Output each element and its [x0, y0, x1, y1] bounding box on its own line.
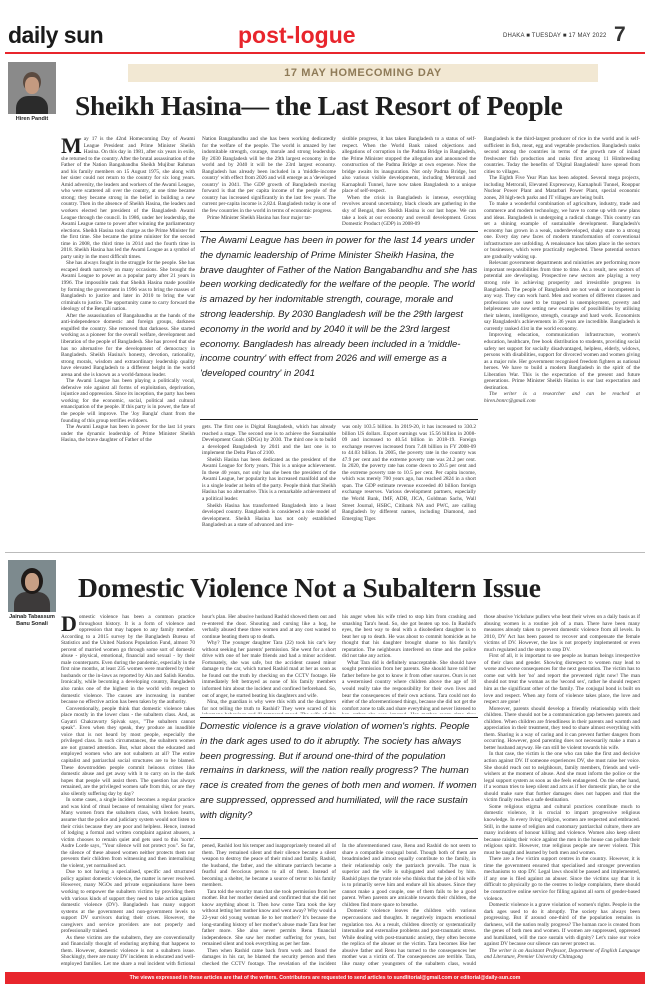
- paragraph: sistible progress, it has taken Bangladesh to a status of self-respect. When the World Bank raised objections and allegations of corruption in the Padma Bridge in Bangladesh, the Prime Minister stopped the allegation and announced the construction of the Padma Bridge at own expense. Now the bridge awaits its inauguration. Not only Padma Bridge, but also various visible developments, including Metrorail and Karnaphuli Tunnel, have now taken Bangladesh to a unique place of self-respect.: [342, 136, 476, 195]
- paragraph: In some cases, a single incident becomes a regular practice and was kind of ritual because of remaining silent for years. Many women from the subaltern class, with broken hearts, assume that the police and judiciary system would not listen to their crisis because they are poor and helpless. Hence, instead of lodging a formal and written complaint against abusers, a victim chooses to remain quiet and gets used to this 'norm'. Audre Lorde says, "Your silence will not protect you". So far, the silence of these abused women neither protects them nor prevents their children from witnessing and then internalising the violent, yet normalised act.: [61, 797, 195, 869]
- paragraph: The Awami League has been playing a politically vocal, defensive role against all forms of exploitation, deprivation, injustice and oppression. Since its inception, the party has been working for the economic, social, political and cultural emancipation of the people. If this party is in power, the fate of the people will improve. The 'Joy Bangla' chant from the founding of this group terrifies evildoers.: [61, 378, 195, 424]
- pullquote-rule: [200, 231, 478, 232]
- paragraph: She has always fought in the struggle for the people. She has escaped death narrowly on many occasions. She brought the Awami League to power as a popular party after 21 years in 1996. The impossible task that Sheikh Hasina made possible by forming the government in 1996 was to bring the masses of Bangladesh to justice and later in 2010 to bring the war criminals to justice. The opportunity came to carry forward the ideology of the Bengali nation.: [61, 260, 195, 313]
- writer-note: The writer is an Assistant Professor, Department of English Language and Literature, Premier University Chittagong: [484, 947, 640, 961]
- dropcap: M: [61, 136, 82, 158]
- paragraph: Relevant government departments and ministries are performing more important responsibilities from time to time. As a result, new sectors of potential are developing. Prospective new sectors are playing a very strong role in achieving prosperity and irresistible progress in Bangladesh. The people of Bangladesh are not weak or incompetent in any way. They can work hard. Men and women of different classes and professions who used to be trapped in unemployment, poverty and helplessness are now setting new examples of possibilities by utilising their talents, intelligence, strength, courage and hard work. Economists say Bangladesh's achievements in 36 years are incredible. Bangladesh is currently ranked 41st in the world economy.: [484, 260, 640, 332]
- pullquote-rule: [200, 838, 478, 839]
- paragraph: ay 17 is the 42nd Homecoming Day of Awami League President and Prime Minister Sheikh Hasina. On this day in 1981, after six years in exile, she returned to the country. After the brutal assassination of the Father of the Nation Bangabandhu Sheikh Mujibur Rahman and his family members on 15 August 1975, she along with her sister could not return to the country for six long years. Amid adversity, the leaders and workers of the Awami League, who were scattered all over the country, at one time became strong; they became strong in the belief in building a new country. Then in the absence of Sheikh Hasina, the leaders and workers elected her president of the Bangladesh Awami League through the council. In 1986, under her leadership, the Awami League came to power after winning the parliamentary elections. Sheikh Hasina took charge as the Prime Minister for the first time. She became the prime minister for the second time in 2008, the third time in 2014 and the fourth time in 2018. Sheikh Hasina has led the Awami League as a symbol of party unity in the most difficult times.: [61, 136, 195, 260]
- paragraph: What Tara did is definitely unacceptable. She should have sought permission from her parents. She should have told her father before he got to know it from other sources. Ours is not a westernised country where children above the age of 18 would really take the responsibility for their own lives and bear the consequences of their own actions. Tara could not do either of the aforementioned things, because she did not get the comfort zone to talk and share everything and never listened to: [342, 659, 476, 712]
- paragraph: The Awami League has been in power for the last 14 years under the dynamic leadership of Prime Minister Sheikh Hasina, the brave daughter of Father of the: [61, 424, 195, 444]
- paragraph: Due to not having a specialised, specific and structured policy against domestic violence, the matter is never resolved. However, many NGOs and private organisations have been working to empower the subaltern victims by providing them with various kinds of support they need to take action against domestic violence (DV). Bangladesh has many support systems at the government and non-government levels to support DV survivors during their crises. However, the caregivers and service providers are not properly and professionally trained.: [61, 869, 195, 935]
- paragraph: Nation Bangabandhu and she has been working dedicatedly for the welfare of the people. The world is amazed by her indomitable strength, courage, morale and strong leadership. By 2030 Bangladesh will be the 29th largest economy in the world and by 2040 it will be the 23rd largest economy. Bangladesh has already been included in a 'middle-income country' with effect from 2026 and will emerge as a 'developed country' in 2041. The GDP growth of Bangladesh moving forward is that the per capita income of the people of the country has increased significantly in the last few years. The current per-capita income is 2,824. Bangladesh today is one of the few countries in the world in terms of economic progress.: [202, 136, 336, 215]
- paragraph: gets. The first one is Digital Bangladesh, which has already reached a stage. The second one is to achieve the Sustainable Development Goals (SDGs) by 2030. The third one is to build a developed Bangladesh by 2041 and the last one is to implement the Delta Plan of 2100.: [202, 424, 336, 457]
- article-column: [484, 136, 640, 544]
- paragraph: Nina, the guardian is why were this with and the daughters for not telling the truth to Rashid? They were scared of his: [202, 699, 336, 712]
- pullquote: Domestic violence is a grave violation of women's rights. People in the dark ages used to do it abruptly. The society has always been progressing. But if around one-third of the population remains in darkness, will the nation really progress? The human race is created from the genes of both men and women. If women are suppressed, oppressed and humiliated, will the race sustain with dignity?: [200, 721, 477, 821]
- paragraph: Moreover, parents should develop a friendly relationship with their children. There should not be a communication gap between parents and children. When children are friendliness in their parents and warmth and appreciation in their treatment, they tend to share almost everything with them. Sharing is a way of caring and it can prevent further dangers from occurring. However, good parenting does not necessarily make a man a better husband anyway. He can still be violent towards his wife.: [484, 705, 640, 751]
- paragraph: Domestic violence is a grave violation of women's rights. People in the dark ages used to do it abruptly. The society has always been progressing. But if around one-third of the population remains in darkness, will the nation really progress? The human race is created from the genes of both men and women. If women are suppressed, oppressed and humiliated, will the race sustain with dignity? Let's raise our voice against DV because our silence can never protect us.: [484, 902, 640, 948]
- article-column: [202, 614, 336, 714]
- article-column: [61, 136, 195, 544]
- article-headline: Sheikh Hasina— the Last Resort of People: [75, 90, 563, 121]
- writer-note: The writer is a researcher and can be reached at hiren.bnnrc@gmail.com: [484, 391, 640, 404]
- article-divider: [5, 552, 645, 553]
- paragraph: omestic violence has been a common practice throughout history. It is a form of violence and oppression that may happen to any family member. According to a 2015 survey by the Bangladesh Bureau of Statistics and the United Nations Population Fund, almost 70 percent of married women go through some sort of domestic abuse - physical, emotional, financial and sexual - by their male counterparts. Even during the pandemic, especially in the first nine months, at least 235 women were murdered by their husbands or the in-laws as reported by Ain and Salish Kendra. Ironically, while becoming a developing country, Bangladesh also ranks one of the highest in the world with respect to domestic violence. The causes are increasing in number because no effective action has been taken by the authority.: [61, 614, 195, 706]
- paragraph: When the crisis in Bangladesh is intense, everything revolves around uncertainty, black clouds are gathering in the sky of Bengal, then Sheikh Hasina is our last hope. We can take a look at our economy and overall development. Gross Domestic Product (GDP) in 2008-09: [342, 194, 476, 228]
- author-name: Jainab Tabassum Banu Sonali: [9, 614, 55, 627]
- dateline: DHAKA ■ TUESDAY ■ 17 MAY 2022: [503, 33, 607, 39]
- event-banner: 17 MAY HOMECOMING DAY: [128, 64, 598, 82]
- paragraph: After the assassination of Bangabandhu at the hands of the anti-independence domestic and foreign groups, darkness engulfed the country. She removed that darkness. She started working as a pioneer for the overall welfare, development and liberation of the people of Bangladesh. She has proved that she has no alternative for the development of democracy in Bangladesh. Sheikh Hasina's honesty, devotion, rationality, strong morals, wisdom and extraordinary leadership quality have elevated Bangladesh to a different height in the world arena and she is known as a world-famous leader.: [61, 312, 195, 378]
- footer-notice: The views expressed in these articles are that of the writers. Contributors are requested to send articles to sundlitorial@gmail.com or editorial@daily-sun.com: [5, 972, 645, 984]
- article-column: [342, 424, 476, 544]
- newspaper-logo: daily sun: [8, 22, 104, 48]
- paragraph: In that case, the victim is the one who can take the first and decisive action against DV. If someone experiences DV, she must raise her voice. She should reach out to neighbours, family members, friends and well-wishers at the moment of abuse. And she must inform the police or the legal support system as soon as she feels endangered. On the other hand, if a woman tries to keep silent and acts as if her domestic plan, he or she should make sure that further damages does not happen and that the victim finally reaches a safe destination.: [484, 751, 640, 804]
- paragraph: Some religious stigma and cultural practices contribute much to domestic violence, it is crucial to impart progressive religious knowledge. In every living religion, women are respected and embraced. Still, in the name of religion and customary patriarchal culture, there are many incidents of honour killing and violence. Women also keep silent because raising their voice against the men in the house can pollute their religious spirit. However, true religious people are never violent. This must be taught and learned by both men and women.: [484, 803, 640, 856]
- paragraph: As these victims are the subaltern, they are conventionally and financially thought of enduring anything that happens to them. However, domestic violence is not a subaltern issue. Shockingly, there are many DV incidents in educated and well-employed families. Let me share a real incident with fictional: [61, 934, 195, 966]
- paragraph: To make a wonderful combination of agriculture, industry, trade and commerce and modern technology, we have to come up with new plans and ideas. Bangladesh is undergoing a radical change. This country can set a shining example of sustainable development. Bangladesh's economy has grown in a weak, underdeveloped, shaky state to a strong one. Every day new faces of modern transformation of conventional infrastructure are unfolding. A renaissance has taken place in the sectors or businesses, which were practically neglected. These potential sectors are gradually waking up.: [484, 201, 640, 260]
- pullquote: The Awami League has been in power for the last 14 years under the dynamic leadership of Prime Minister Sheikh Hasina, the brave daughter of Father of the Nation Bangabandhu and she has been working dedicatedly for the welfare of the people. The world is amazed by her indomitable strength, courage, morale and strong leadership. By 2030 Bangladesh will be the 29th largest economy in the world and by 2040 it will be the 23rd largest economy. Bangladesh has already been included in a 'middle-income country' with effect from 2026 and will emerge as a 'developed country' in 2041: [200, 235, 478, 380]
- paragraph: Improving education, communication infrastructure, women's education, healthcare, free book distribution to students, providing social safety net support for socially disadvantaged, helpless, elderly, widows, persons with disabilities, support for divorced women and women giving as a major role. Her government recognised freedom fighters as national heroes. We have to build a modern Bangladesh in the spirit of the Liberation War. This is the expectation of the present and future generations. Prime Minister Sheikh Hasina is our last expectation and destination.: [484, 332, 640, 391]
- paragraph: his anger when his wife tried to stop him from crashing and smashing Tara's head. So, she got beaten up too. In Rashid's eyes, the best way to deal with a disobedient daughter is to beat her up to death. He was about to commit homicide as he thought that his daughter brought shame to his family's reputation. The neighbours interfered on time and the police did not take any action.: [342, 614, 476, 660]
- article-column: [342, 614, 476, 714]
- paragraph: Domestic violence leaves the children with various repercussions and thoughts. It negatively impacts emotional regulation too. As a result, children directly or systematically internalise and externalise problems and post-traumatic stress. While dealing with post-traumatic anxiety, they often become the replica of the abuser or the victim. Tara becomes like her abusive father and Renu has turned to the consequences her mother was a victim of. The consequences are terrible. Tara, like many other youngsters of the subaltern class, would: [342, 908, 476, 966]
- article-column: [342, 843, 476, 966]
- article-column: [202, 136, 336, 228]
- paragraph: those abusive 'rickshaw pullers who beat their wives on a daily basis as if abusing women is a routine job of a man. There have been many measures already taken to prevent domestic violence from all levels. In 2010, DV Act has been passed to recover and compensate the female victims of DV. However, the law is not properly implemented or even much regulated and the steps to stop DV.: [484, 614, 640, 653]
- paragraph: Tara told the security man that she took permission from her mother. But her mother denied and confirmed that she did not know anything about it. Then how come Tara took the key without letting her mother know and went away? Why would a 22-year old young woman lie to her mother? It's because the long-standing history of her mother's abuse made Tara fear her father more. She also never permits Renu financial independence. She saw her mother suffering for years, but remained silent and took everything as per her fate.: [202, 888, 336, 948]
- article-column: [484, 614, 640, 966]
- article-column: [342, 136, 476, 228]
- paragraph: There are a few victim support centres in the country. However, it is time the government ensured that specialised and stronger prevention mechanisms to stop DV. Legal laws should be passed and implemented, if any one is filed against an abuser. Since the victims say that it is difficult to physically go to the centres to lodge complaints, there should be constructive online service for filling against all sorts of gender-based violence.: [484, 856, 640, 902]
- author-photo: [8, 62, 56, 114]
- article-column: [61, 614, 195, 966]
- paragraph: was only 103.5 billion. In 2019-20, it has increased to 330.2 billion US dollars. Export earnings was 15.56 billion in 2008-09 and increased to 40.54 billion in 2018-19. Foreign exchange reserves increased from 7.48 billion in FY 2008-09 to 44.03 billion. In 2005, the poverty rate in the country was 47.9 per cent and the extreme poverty rate was 24.2 per cent. In 2020, the poverty rate has come down to 20.5 per cent and the extreme poverty rate to 10.5 per cent. Per capita income, which was merely 700 years ago, has reached 2824 in a short span. The GDP estimate revenue exceeded 40 billion foreign exchange reserves. Various development partners, especially the World Bank, IMF, ADB, JICA, Goldman Sachs, Wall Street Journal, HSBC, Citibank NA and PWC, are calling Bangladesh by different names, including Diamond, and Emerging Tiger.: [342, 424, 476, 522]
- paragraph: Prime Minister Sheikh Hasina has four major tar-: [207, 214, 312, 221]
- masthead-rule: [5, 52, 645, 54]
- paragraph: Conventionally, people think that domestic violence takes place mostly in the lower class - the subaltern class. And, as Gayatri Chakravorty Spivak says, "The subaltern cannot speak". Even when they speak, they produce an inaudible voice that is not heard by most people, especially the privileged class. In such circumstances, the subaltern women are not granted attention. But, what about the educated and employed women who are not subaltern at all? The entire capitalist and patriarchal social structures are to be blamed. These downtrodden people commit heinous crimes like domestic abuse and get away with it to carry on in the dark hopes that people will assist them. The question has always remained, are the privileged women safe from this, or are they also silently suffering day by day?: [61, 705, 195, 797]
- article-headline: Domestic Violence Not a Subaltern Issue: [78, 572, 541, 603]
- article-column: [202, 843, 336, 966]
- paragraph: Bangladesh is the third-largest producer of rice in the world and is self-sufficient in fish, meat, egg and vegetable production. Bangladesh ranks second among the countries in terms of the growth rate of inland freshwater fish production and ranks first among 11 Himbreeding countries. Today the benefits of 'Digital Bangladesh' have spread from cities to villages.: [484, 136, 640, 175]
- paragraph: The Eighth Five Year Plan has been adopted. Several mega projects, including Metrorail, Elevated Expressway, Karnaphuli Tunnel, Rooppur Nuclear Power Plant and Matarbari Power Plant, special economic zones, 28 high-tech parks and IT villages are being built.: [484, 175, 640, 201]
- paragraph: Then when Rashid came back from work and found the damages in his car, he blamed the security person and then checked the CCTV footage. The revelation of the incident: [202, 947, 336, 966]
- paragraph: Sheikh Hasina has been dedicated as the president of the Awami League for forty years. This is a unique achievement. In these 40 years, not only has she been the president of the Awami League, her popularity has increased manifold and she is a single leader at helm of the party. People think that Sheikh Hasina has no alternative. This is a remarkable achievement of a political leader.: [202, 456, 336, 503]
- pullquote-rule: [200, 717, 478, 718]
- masthead: [0, 0, 650, 52]
- paragraph: hour's plan. Her abusive husband Rashid showed them out and re-entered the door. Shouting and cursing like a hog, he verbally abused these three women and at any cost wanted to continue beating them up to death.: [202, 614, 336, 640]
- paragraph: In the aforementioned case, Renu and Rashid do not seem to share a compatible conjugal bond. Though both of them are broadminded and almost equally contribute to the family, in their relationship only the patriarch prevails. The man is superior and the wife is subjugated and subdued by him. Rashid plays the tyrant role who thinks that the job of his wife is to primarily serve him and endure all his abuses. Since they cannot make a good couple, one of them fails to be a good parent. When parents are amicable towards their children, the children find more space to breathe.: [342, 843, 476, 908]
- section-title: post-logue: [238, 22, 356, 48]
- page-number: 7: [614, 23, 626, 46]
- article-column: [202, 424, 336, 544]
- paragraph: Sheikh Hasina has transformed Bangladesh into a least developed country. Bangladesh is considered a role model of development. Sheikh Hasina has not only established Bangladesh as a state of advanced and irre-: [202, 502, 336, 529]
- paragraph: Why? The younger daughter Tara (22) took his car's key without seeking her parents' permission. She went for a short drive with one of her male friends and had a minor accident. Fortunately, she was safe, but the accident caused minor damage to the car, which turned Rashid mad at her as soon as he found out the truth by checking on the CCTV footage. He immediately felt betrayed as none of his family members informed him about the incident and confined beforehand. So, out of anger, he started beating his daughters and wife.: [202, 640, 336, 699]
- author-name: Hiren Pandit: [15, 116, 49, 122]
- paragraph: pened, Rashid lost his temper and inappropriately treated all of them. They remained silent and their silence became a silent weapon to destroy the peace of their mind and family. Rashid, the husband, the father, and the ultimate patriarch became a fearful and ferocious person to all of them. Instead of becoming a shelter, he became a source of terror to his family members.: [202, 843, 336, 889]
- dropcap: D: [61, 614, 77, 636]
- paragraph: First of all, it is important to see people as human beings irrespective of their class and gender. Showing disrespect to women may lead to worse and worse consequences for the next generation. The victim has to come out with her 'no' and report the prevented right now! The man should not treat the woman as the 'second sex', rather he should respect him as the significant other of the family. The conjugal bond is built on love and respect. When any form of violence takes place, the love and respect are gone!: [484, 653, 640, 706]
- author-photo: [8, 560, 56, 612]
- pullquote-rule: [200, 419, 478, 420]
